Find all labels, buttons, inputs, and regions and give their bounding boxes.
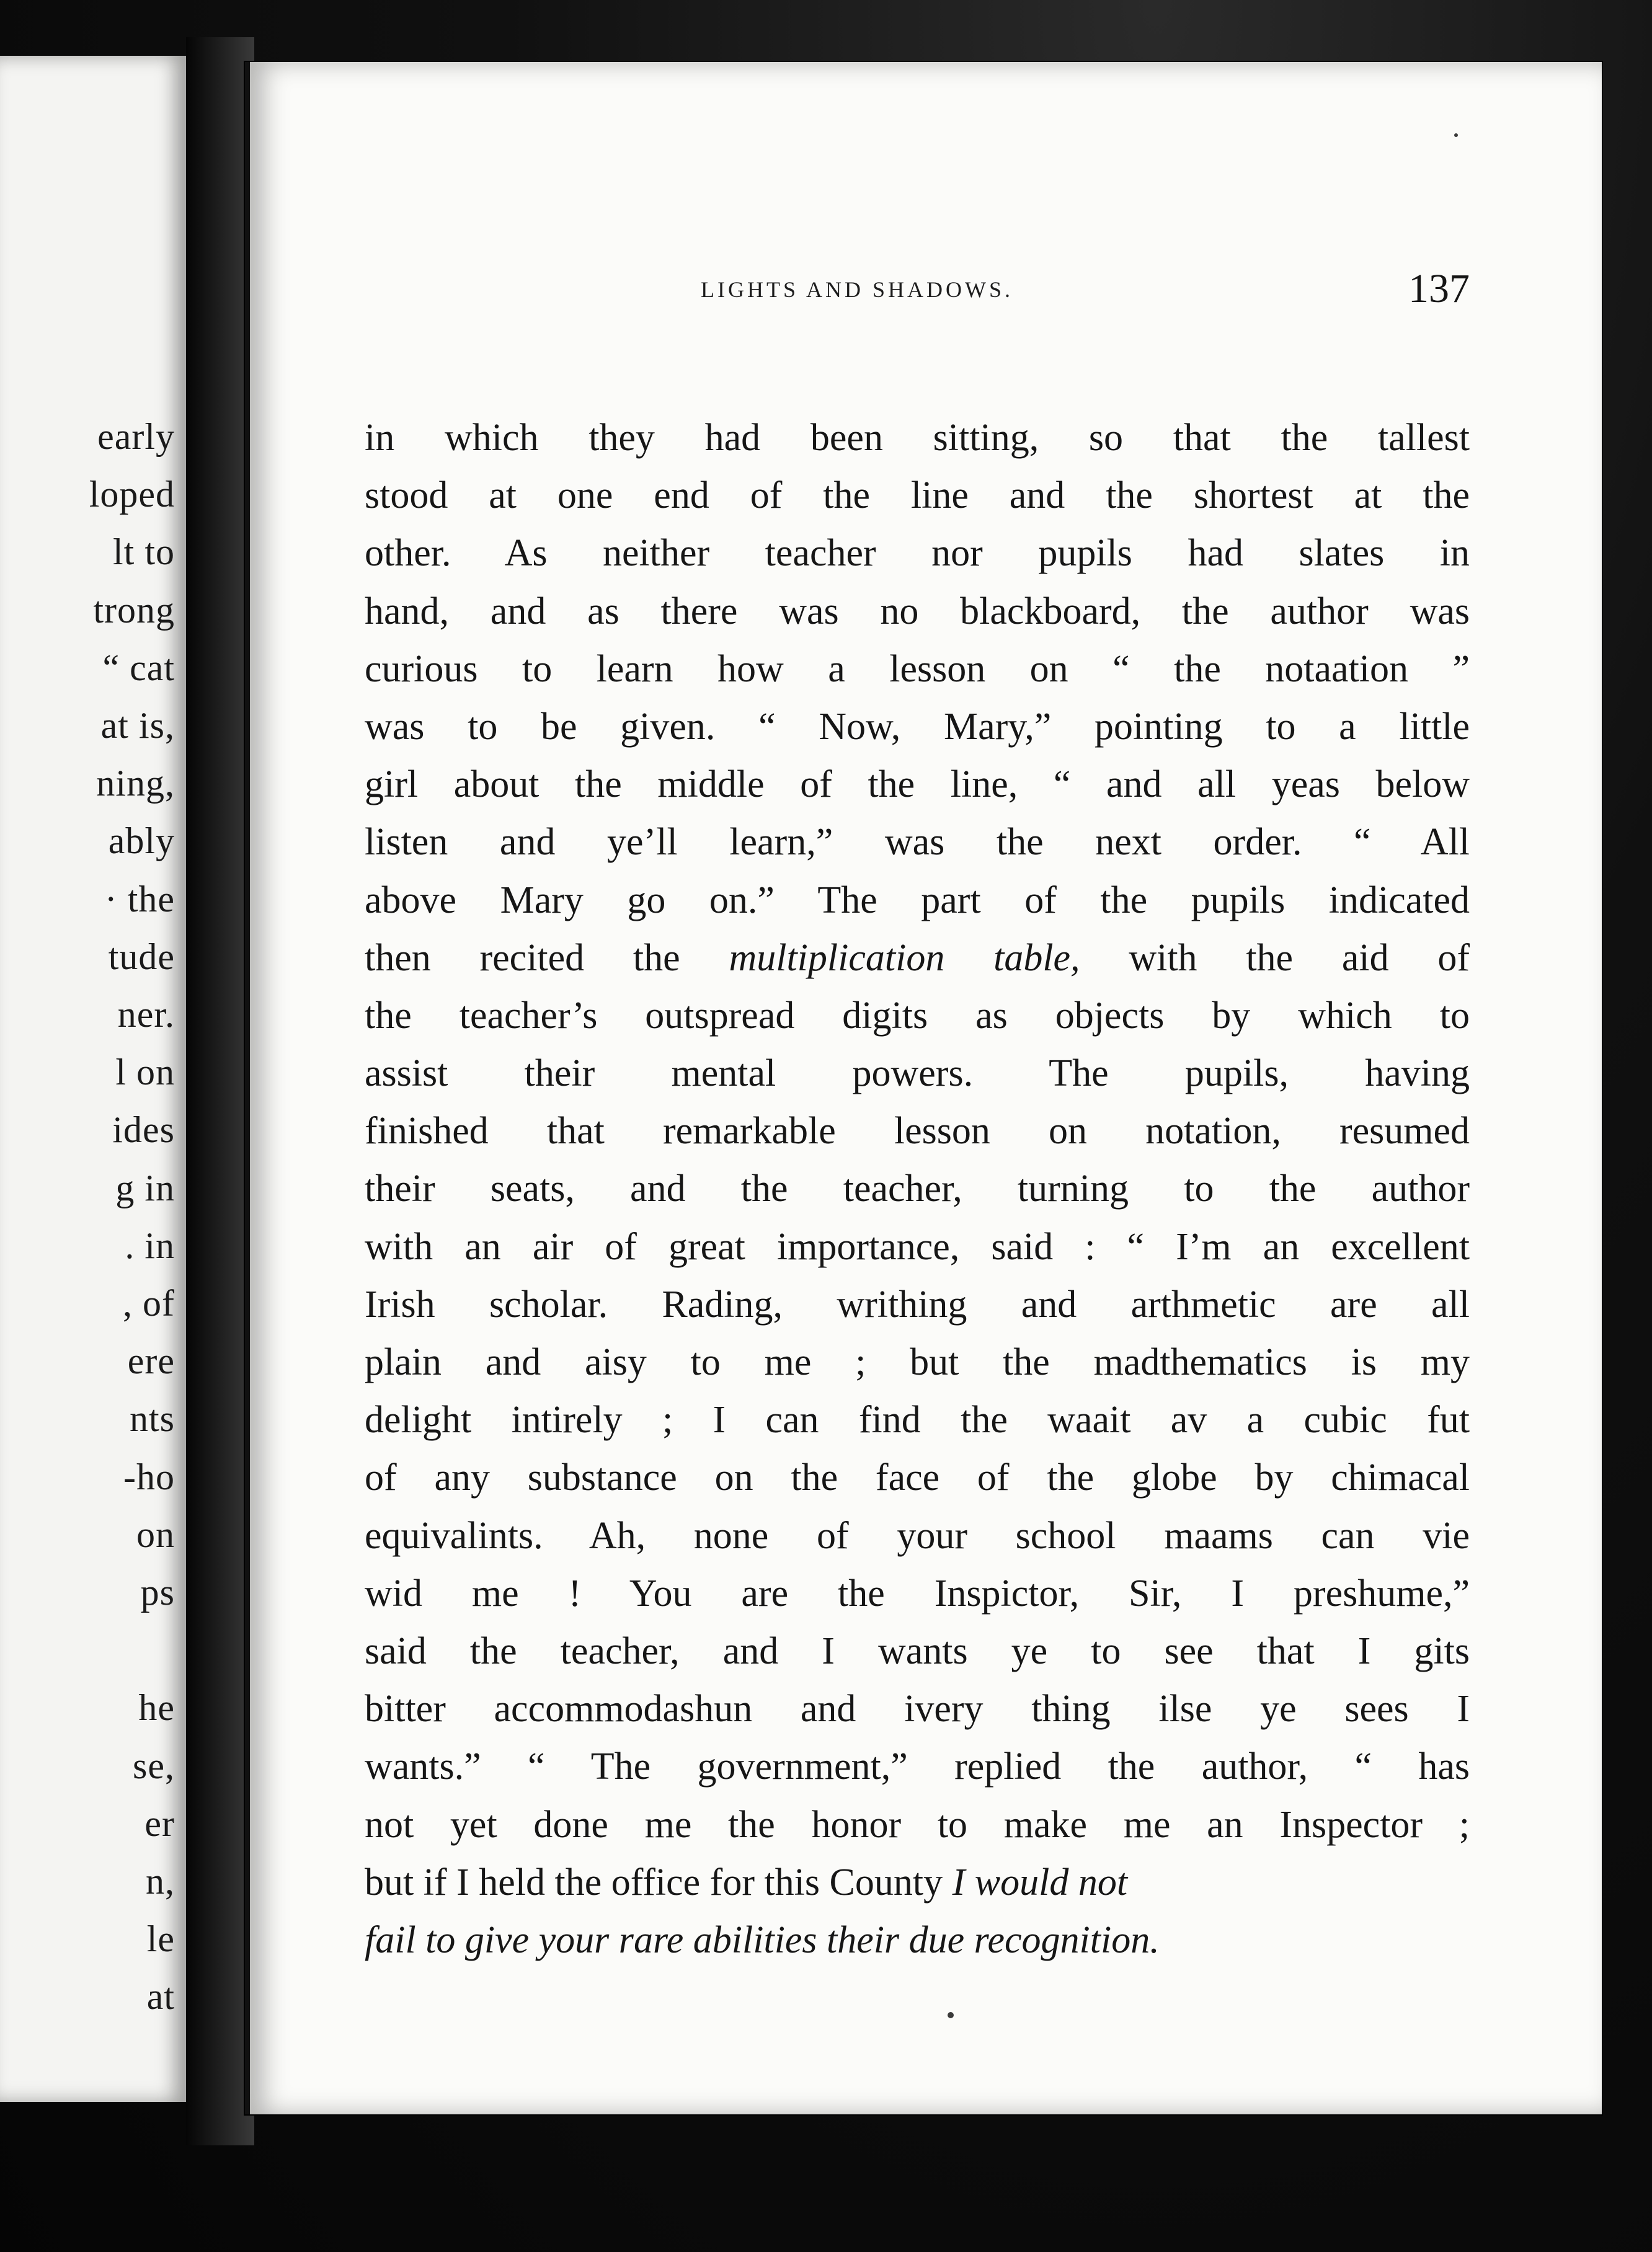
scan-speck <box>948 2012 954 2018</box>
previous-page-fragment: tude <box>108 936 175 977</box>
text-run: then recited the <box>365 936 729 979</box>
previous-page-fragment: , of <box>123 1283 175 1324</box>
text-line <box>365 1854 1470 1912</box>
text-line: in which they had been sitting, so that the tallest <box>365 417 1470 459</box>
previous-page-fragment: “ cat <box>102 647 175 688</box>
previous-page-fragment: ides <box>112 1109 175 1151</box>
text-line: above Mary go on.” The part of the pupils indicated <box>365 879 1470 921</box>
text-line: not yet done me the honor to make me an Inspector ; <box>365 1803 1470 1846</box>
previous-page-fragment: ere <box>127 1341 175 1382</box>
previous-page-fragment: early <box>97 416 175 457</box>
previous-page-fragment: se, <box>133 1745 175 1786</box>
text-line <box>365 929 1470 987</box>
page-number: 137 <box>1408 266 1470 311</box>
text-line: bitter accommodashun and ivery thing ilse ye sees I <box>365 1688 1470 1731</box>
previous-page-fragment: . in <box>125 1225 175 1266</box>
previous-page-fragment: on <box>136 1514 175 1555</box>
text-line: hand, and as there was no blackboard, the author was <box>365 590 1470 632</box>
text-line: was to be given. “ Now, Mary,” pointing to a little <box>365 705 1470 748</box>
text-line: the teacher’s outspread digits as objects by which to <box>365 994 1470 1037</box>
previous-page-fragment: trong <box>93 589 175 631</box>
scan-speck <box>1454 133 1458 137</box>
text-line: curious to learn how a lesson on “ the notaation ” <box>365 647 1470 690</box>
text-line: girl about the middle of the line, “ and all yeas below <box>365 763 1470 806</box>
text-line: stood at one end of the line and the shortest at the <box>365 474 1470 517</box>
previous-page-fragment: loped <box>89 474 175 515</box>
text-run: with the aid of <box>1080 936 1470 979</box>
previous-page-fragment: lt to <box>112 531 175 573</box>
running-head: LIGHTS AND SHADOWS. <box>701 277 1014 302</box>
previous-page-fragment: ps <box>140 1572 175 1613</box>
italic-run: I would not <box>952 1861 1128 1904</box>
previous-page-edge <box>0 56 190 2102</box>
previous-page-fragment: -ho <box>123 1456 175 1497</box>
text-line: other. As neither teacher nor pupils had slates in <box>365 532 1470 575</box>
previous-page-fragment: le <box>146 1918 175 1960</box>
previous-page-fragment: ably <box>108 820 175 862</box>
text-run: but if I held the office for this County <box>365 1861 953 1904</box>
text-line: equivalints. Ah, none of your school maams can vie <box>365 1514 1470 1557</box>
previous-page-fragment: g in <box>115 1167 175 1208</box>
previous-page-fragment: at <box>146 1976 175 2018</box>
previous-page-fragment: ner. <box>117 994 175 1035</box>
previous-page-fragment: at is, <box>100 705 175 746</box>
previous-page-fragment: he <box>138 1687 175 1729</box>
text-line: of any substance on the face of the globe by chimacal <box>365 1456 1470 1499</box>
text-line: plain and aisy to me ; but the madthematics is my <box>365 1341 1470 1383</box>
text-line: Irish scholar. Rading, writhing and arthmetic are all <box>365 1283 1470 1326</box>
text-line: wants.” “ The government,” replied the author, “ has <box>365 1745 1470 1788</box>
book-gutter-shadow <box>186 37 254 2145</box>
text-line: listen and ye’ll learn,” was the next order. “ All <box>365 821 1470 864</box>
previous-page-fragment: nts <box>129 1398 175 1440</box>
previous-page-fragment: · the <box>104 878 175 920</box>
text-line: assist their mental powers. The pupils, having <box>365 1052 1470 1095</box>
text-line: wid me ! You are the Inspictor, Sir, I preshume,” <box>365 1572 1470 1615</box>
previous-page-fragment: n, <box>146 1861 175 1902</box>
italic-run: fail to give your rare abilities their due recognition. <box>365 1918 1160 1961</box>
text-line <box>365 1912 1470 1969</box>
previous-page-fragment: ning, <box>96 763 175 804</box>
text-line: their seats, and the teacher, turning to the author <box>365 1168 1470 1210</box>
text-line: finished that remarkable lesson on notation, resumed <box>365 1110 1470 1153</box>
text-line: with an air of great importance, said : “ I’m an excellent <box>365 1225 1470 1268</box>
previous-page-fragment: er <box>144 1802 175 1844</box>
page-body-text <box>365 409 1470 1969</box>
previous-page-fragment: l on <box>115 1052 175 1093</box>
text-line: delight intirely ; I can find the waait av a cubic fut <box>365 1399 1470 1442</box>
page-header <box>701 265 1470 315</box>
text-line: said the teacher, and I wants ye to see that I gits <box>365 1629 1470 1672</box>
italic-run: multiplication table, <box>729 936 1080 979</box>
